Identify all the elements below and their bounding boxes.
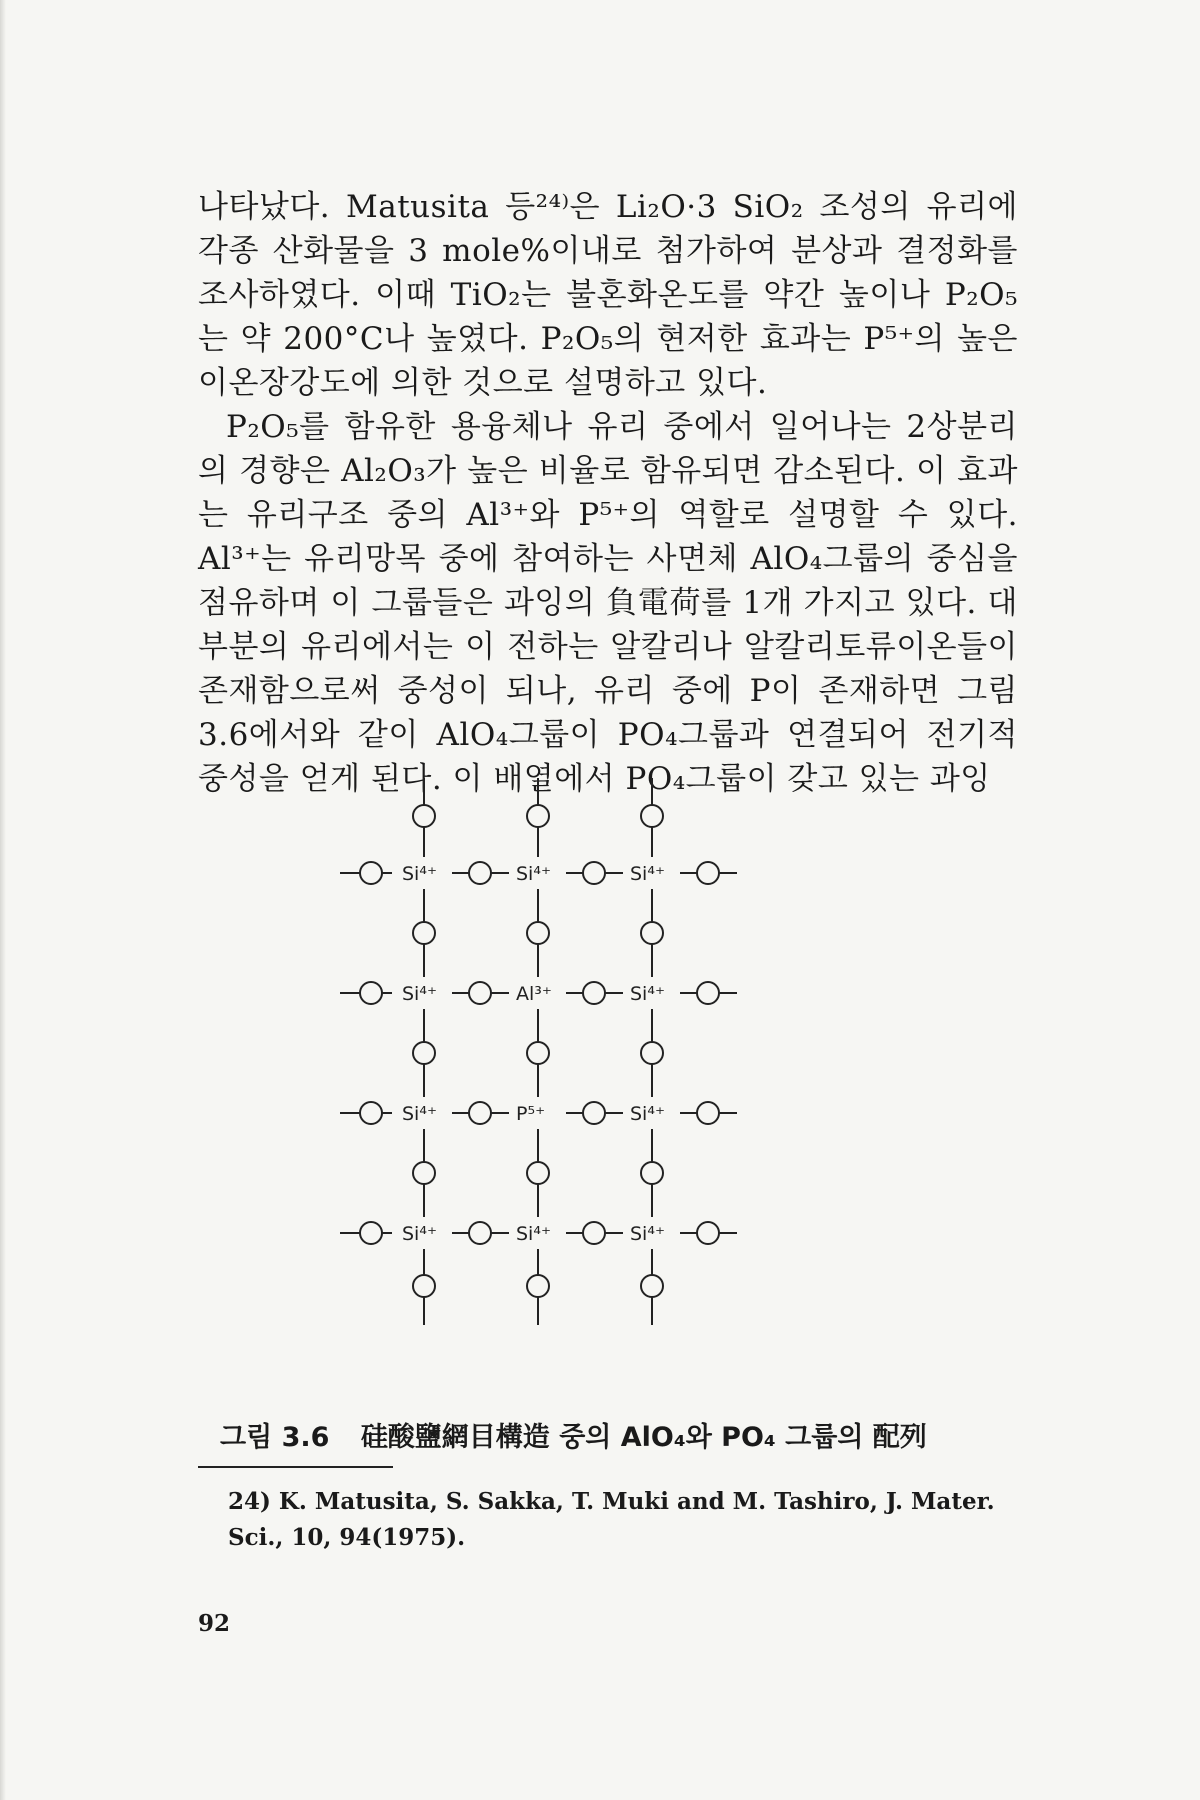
oxygen-atom <box>360 1102 382 1124</box>
cation-label: Si⁴⁺ <box>516 1223 551 1245</box>
oxygen-atom <box>413 1275 435 1297</box>
body-text <box>198 185 1018 801</box>
oxygen-atom <box>697 862 719 884</box>
oxygen-atom <box>697 1222 719 1244</box>
cation-label: Si⁴⁺ <box>402 863 437 885</box>
oxygen-atom <box>413 805 435 827</box>
oxygen-atom <box>360 862 382 884</box>
cation-label: Al³⁺ <box>516 983 552 1005</box>
oxygen-atom <box>527 1275 549 1297</box>
paragraph-2: P₂O₅를 함유한 용융체나 유리 중에서 일어나는 2상분리의 경향은 Al₂O₃가 높은 비율로 함유되면 감소된다. 이 효과는 유리구조 중의 Al³⁺와 P⁵⁺의 역할로 설명할 수 있다. Al³⁺는 유리망목 중에 참여하는 사면체 AlO₄그룹의 중심을 점유하며 이 그룹들은 과잉의 負電荷를 1개 가지고 있다. 대부분의 유리에서는 이 전하는 알칼리나 알칼리토류이온들이 존재함으로써 중성이 되나, 유리 중에 P이 존재하면 그림 3.6에서와 같이 AlO₄그룹이 PO₄그룹과 연결되어 전기적 중성을 얻게 된다. 이 배열에서 PO₄그룹이 갖고 있는 과잉 <box>198 409 1018 797</box>
network-diagram <box>340 768 860 1368</box>
oxygen-atom <box>413 1162 435 1184</box>
oxygen-atom <box>469 982 491 1004</box>
oxygen-atom <box>360 1222 382 1244</box>
glass-network-figure <box>340 768 860 1368</box>
oxygen-atom <box>641 1162 663 1184</box>
oxygen-atom <box>583 982 605 1004</box>
figure-caption <box>220 1415 1000 1454</box>
oxygen-atom <box>697 1102 719 1124</box>
oxygen-atom <box>527 922 549 944</box>
oxygen-atom <box>527 1042 549 1064</box>
paragraph-1: 나타났다. Matusita 등²⁴⁾은 Li₂O·3 SiO₂ 조성의 유리에 각종 산화물을 3 mole%이내로 첨가하여 분상과 결정화를 조사하였다. 이때 TiO₂는 불혼화온도를 약간 높이나 P₂O₅는 약 200°C나 높였다. P₂O₅의 현저한 효과는 P⁵⁺의 높은 이온장강도에 의한 것으로 설명하고 있다. <box>198 189 1018 401</box>
footnote-rule <box>198 1466 393 1468</box>
cation-label: Si⁴⁺ <box>630 1103 665 1125</box>
cation-label: Si⁴⁺ <box>630 863 665 885</box>
cation-label: Si⁴⁺ <box>630 1223 665 1245</box>
oxygen-atom <box>360 982 382 1004</box>
oxygen-atom <box>469 862 491 884</box>
oxygen-atom <box>469 1102 491 1124</box>
figure-title: 硅酸鹽網目構造 중의 AlO₄와 PO₄ 그룹의 配列 <box>360 1422 927 1453</box>
cation-label: Si⁴⁺ <box>402 1223 437 1245</box>
cation-label: P⁵⁺ <box>516 1103 546 1125</box>
page-number: 92 <box>198 1610 231 1637</box>
cation-label: Si⁴⁺ <box>402 983 437 1005</box>
oxygen-atom <box>641 805 663 827</box>
footnote: 24) K. Matusita, S. Sakka, T. Muki and M. Tashiro, J. Mater. Sci., 10, 94(1975). <box>228 1488 995 1551</box>
oxygen-atom <box>641 1042 663 1064</box>
page-edge <box>0 0 6 1800</box>
oxygen-atom <box>641 922 663 944</box>
oxygen-atom <box>697 982 719 1004</box>
oxygen-atom <box>583 862 605 884</box>
cation-label: Si⁴⁺ <box>516 863 551 885</box>
oxygen-atom <box>413 922 435 944</box>
oxygen-atom <box>413 1042 435 1064</box>
oxygen-atom <box>527 1162 549 1184</box>
oxygen-atom <box>641 1275 663 1297</box>
oxygen-atom <box>469 1222 491 1244</box>
oxygen-atom <box>527 805 549 827</box>
oxygen-atom <box>583 1102 605 1124</box>
cation-label: Si⁴⁺ <box>402 1103 437 1125</box>
figure-number: 그림 3.6 <box>220 1422 330 1453</box>
oxygen-atom <box>583 1222 605 1244</box>
cation-label: Si⁴⁺ <box>630 983 665 1005</box>
